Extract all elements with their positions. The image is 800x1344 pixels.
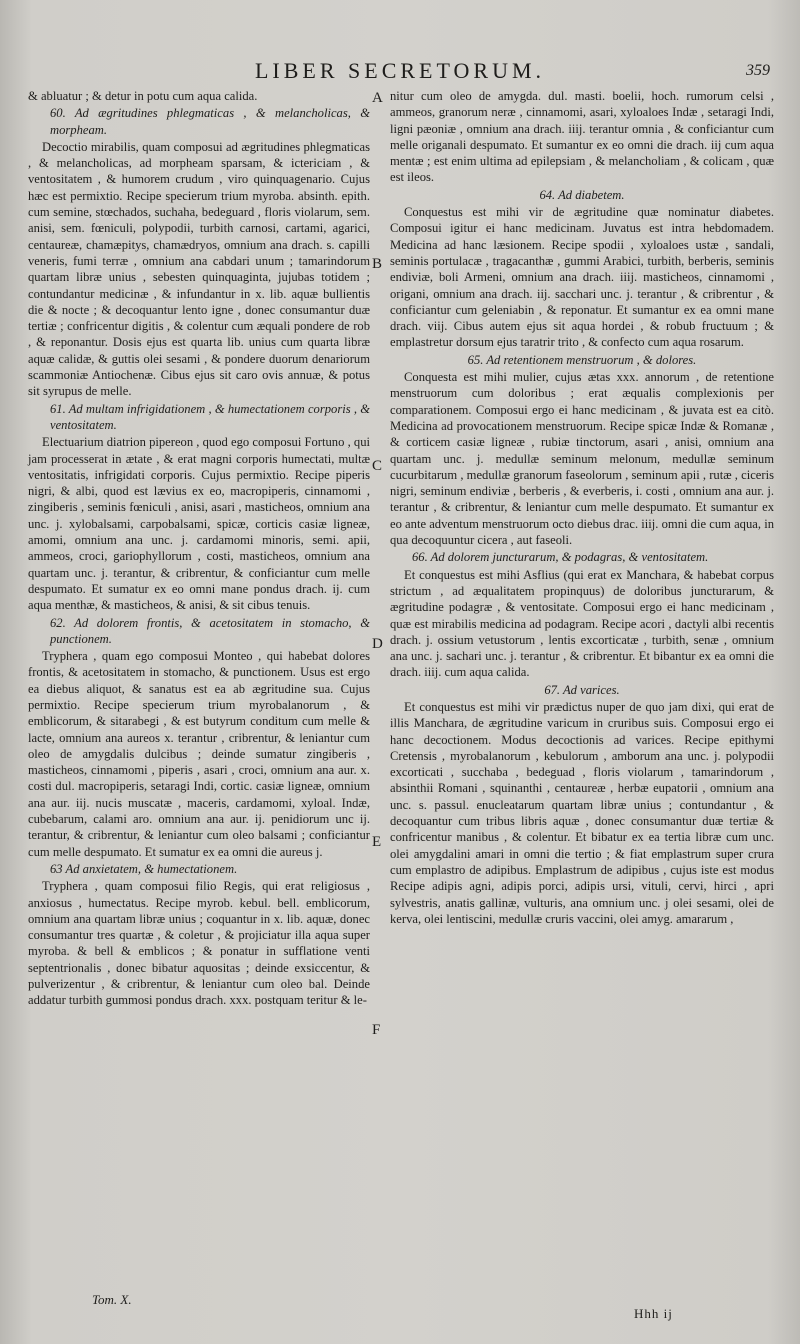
paragraph: Conquestus est mihi vir de ægritudine quæ nominatur diabetes. Composui igitur ei hanc medicinam. Juvatus est intra hebdomadem. Medicina ad hanc læsionem. Recipe spodii , xyloaloes ustæ , sandali, seminis portulacæ , tragacanthæ , gummi Arabici, turbith, berberis, seminis endiviæ, boli Armeni, omnium ana drach. iiij. masticheos, cinnamomi , origani, omnium ana drach. iij. sacchari unc. j. terantur , & cribrentur , & conficiantur cum geleniabin , & reponatur. Et sumantur ex ea omni mane drach. viij. Cibus autem ejus sit aqua hordei , & robub fructuum ; & emplastretur dorsum ejus taratrir trito , & confecto cum aqua rosarum. — [390, 205, 774, 350]
paragraph: Et conquestus est mihi Asflius (qui erat ex Manchara, & habebat corpus strictum , ad æqualitatem propinquus) de doloribus juncturarum, & ægritudine podagræ , & ventositate. Composui ergo ei hanc medicinam , quæ est mirabilis medicina ad podagram. Recipe acori , dactyli albi recentis drach. j. ossium vetustorum , lentis excorticatæ , turbith, senæ , omnium ana unc. j. sachari unc. j. terantur , & cribrentur. Et bibantur ex ea omni die drach. iiij. cum aqua calida. — [390, 567, 774, 680]
page-number: 359 — [746, 62, 770, 79]
section-heading: 63 Ad anxietatem, & humectationem. — [50, 861, 238, 876]
section-heading: 65. Ad retentionem menstruorum , & dolores. — [467, 352, 697, 367]
signature-mark: Hhh ij — [634, 1306, 673, 1321]
left-column — [28, 88, 370, 1009]
right-column — [390, 88, 774, 927]
running-head: LIBER SECRETORUM. — [254, 58, 546, 83]
paragraph: Decoctio mirabilis, quam composui ad ægritudines phlegmaticas , & melancholicas, ad morpheam sparsam, & ictericiam , & ventositatem , & humorem crudum , viro quinquagenario. Cujus hæc est permixtio. Recipe specierum trium myroba. absinth. epith. cum semine, stœchados, suchaha, bedeguard , floris violarum, sem. anisi, sem. fœniculi, polypodii, turbith carnosi, cartami, agarici, centaureæ, chamæpitys, chamædryos, omnium ana drach. s. capilli veneris, fumi terræ , omnium ana cabdari unum ; tamarindorum quartam libræ unius , sebesten quinquaginta, jujubas totidem ; contundantur medicinæ , & infundantur in x. lib. aquæ bullientis die & nocte ; & decoquantur lento igne , donec consumantur duæ tertiæ ; confricentur digitis , & colentur cum æquali pondere de rob , & reponantur. Dosis ejus est quarta lib. unius cum quarta libræ aquæ calidæ, & guttis olei sesami , & pondere duorum denariorum scammoniæ Antiochenæ. Cibus ejus sit caro ovis annuæ, & potus sit syrupus de melle. — [28, 139, 370, 399]
paragraph: Conquesta est mihi mulier, cujus ætas xxx. annorum , de retentione menstruorum cum doloribus ; erat æqualis complexionis per comparationem. Composui ergo ei hanc medicinam , & juvata est ea citò. Medicina ad provocationem menstruorum. Recipe spicæ Indæ & Romanæ , & corticem casiæ ligneæ , rubiæ tinctorum, asari , anisi, omnium ana quartam unc. j. medullæ seminum melonum, medullæ seminum cucurbitarum , medullæ granorum faseolorum , seminum apii , rutæ , ciceris nigri, seminum endiviæ , berberis , & everberis, i. costi , omnium ana aur. j. terantur , & cribrentur, & leniantur cum melle despumato. Et sumantur ex eo ante adventum menstruorum octo diebus drac. iiij. omni die cum aqua, in qua decoquuntur cicera , aut faseoli. — [390, 370, 774, 548]
continued-paragraph: & abluatur ; & detur in potu cum aqua calida. — [28, 89, 258, 103]
margin-letter-e: E — [372, 834, 382, 850]
section-heading: 61. Ad multam infrigidationem , & humectationem corporis , & ventositatem. — [50, 401, 370, 432]
section-heading: 64. Ad diabetem. — [539, 187, 625, 202]
section-heading: 62. Ad dolorem frontis, & acetositatem in stomacho, & punctionem. — [50, 615, 370, 646]
paragraph: Et conquestus est mihi vir prædictus nuper de quo jam dixi, qui erat de illis Manchara, de ægritudine varicum in cruribus suis. Composui ergo ei hanc decoctionem. Modus decoctionis ad varices. Recipe epithymi Cretensis , myrobalanorum , kebulorum , amborum ana unc. j. polypodii excorticati , succhaba , bedeguad , floris violarum , tamarindorum , absinthii Romani , squinanthi , centaureæ , herbæ eupatorii , omnium ana unc. s. passul. enucleatarum quartam libræ unius ; contundantur , & decoquantur cum tribus libris aquæ , donec consumantur duæ tertiæ & confricentur manibus , & colentur. Et bibatur ex ea tertia libræ cum unc. olei amygdalini amari in omni die tertio ; & fiat emplastrum super crura cum emplastro de adipibus. Emplastrum de adipibus , cujus iste est modus Recipe adipis agni, adipis porci, adipis ursi, vituli, cervi, hirci , apri sylvestris, anatis gallinæ, vulturis, ana omnium unc. j olei sesami, olei de kerva, olei lentiscini, medullæ cruris vaccini, olei amyg. amararum , — [390, 699, 774, 926]
section-heading: 67. Ad varices. — [544, 682, 620, 697]
paragraph: Electuarium diatrion pipereon , quod ego composui Fortuno , qui jam processerat in ætate , & erat magni corporis humectati, multæ ventositatis, infrigidati corporis. Cujus permixtio. Recipe piperis nigri, & albi, quod est lævius ex eo, macropiperis, cinnamomi , zingiberis , seminis fœniculi , anisi, asari , masticheos, omnium ana unc. j. xylobalsami, carpobalsami, spicæ, corticis casiæ ligneæ, amomi, omnium ana unc. j. cardamomi minoris, semi. apii, ammeos, croci, gariophyllorum , costi, masticheos, omnium ana quartam unc. j. terantur, & cribrentur, & conficiantur cum melle despumato. Et sumatur ex eo omni mane pondus drach. ij. cum aqua menthæ, & masticheos, & anisi, & sit cibus tenuis. — [28, 435, 370, 613]
section-heading: 66. Ad dolorem juncturarum, & podagras, & ventositatem. — [412, 550, 709, 565]
margin-letter-c: C — [372, 458, 383, 474]
volume-label: Tom. X. — [92, 1292, 132, 1307]
margin-letter-d: D — [372, 636, 383, 652]
continued-paragraph: nitur cum oleo de amygda. dul. masti. boelii, hoch. rumorum celsi , ammeos, granorum neræ , cinnamomi, asari, xyloaloes Indæ , setaragi Indi, ligni pæoniæ , omnium ana drach. iiij. terantur omnia , & conficiantur cum melle origanali despumato. Et sumantur ex eo omni die drach. iij cum aqua mentæ ; est enim ultima ad epilepsiam , & melancholiam , & colicam , quæ est ileos. — [390, 89, 774, 185]
paragraph: Tryphera , quam ego composui Monteo , qui habebat dolores frontis, & acetositatem in stomacho, & punctionem. Usus est ergo ea diebus aliquot, & sanatus est ea ab ægritudine sua. Cujus permixtio. Recipe specierum trium myrobalanorum , & emblicorum, & sitarabegi , & est butyrum conditum cum melle & lacte, omnium ana aureos x. terantur , cribrentur, & leniantur cum oleo de amygdalis dulcibus ; deinde sumatur zingiberis , masticheos, cinnamomi , piperis , asari , croci, omnium ana aur. x. costi dul. macropiperis, setaragi Indi, cortic. casiæ ligneæ, omnium ana aur. iij. nucis muscatæ , maceris, cardamomi, xyloal. Indæ, cubebarum, calami aro. omnium ana aur. ij. penidiorum unc ij. terantur, & cribrentur, & leniantur cum oleo balsami ; conficiantur cum melle despumato. Et sumatur ex ea omni die aureus j. — [28, 649, 370, 859]
margin-letter-a: A — [372, 90, 383, 106]
margin-letter-f: F — [372, 1022, 381, 1038]
paragraph: Tryphera , quam composui filio Regis, qui erat religiosus , anxiosus , humectatus. Recipe myrob. kebul. bell. emblicorum, omnium ana quartam libræ unius ; coquantur in x. lib. aquæ, donec consumantur tres quartæ , & coletur , & projiciatur illa aqua super myroba. & bell & emblicos ; & ponatur in sufflatione venti septentrionalis , donec bibatur aquositas ; deinde exsiccentur, & pulverizentur , & cribrentur, & leniantur cum oleo bal. Deinde addatur turbith gummosi pondus drach. xxx. postquam teritur & le- — [28, 879, 370, 1008]
margin-letter-b: B — [372, 256, 383, 272]
section-heading: 60. Ad ægritudines phlegmaticas , & melancholicas, & morpheam. — [50, 106, 370, 137]
